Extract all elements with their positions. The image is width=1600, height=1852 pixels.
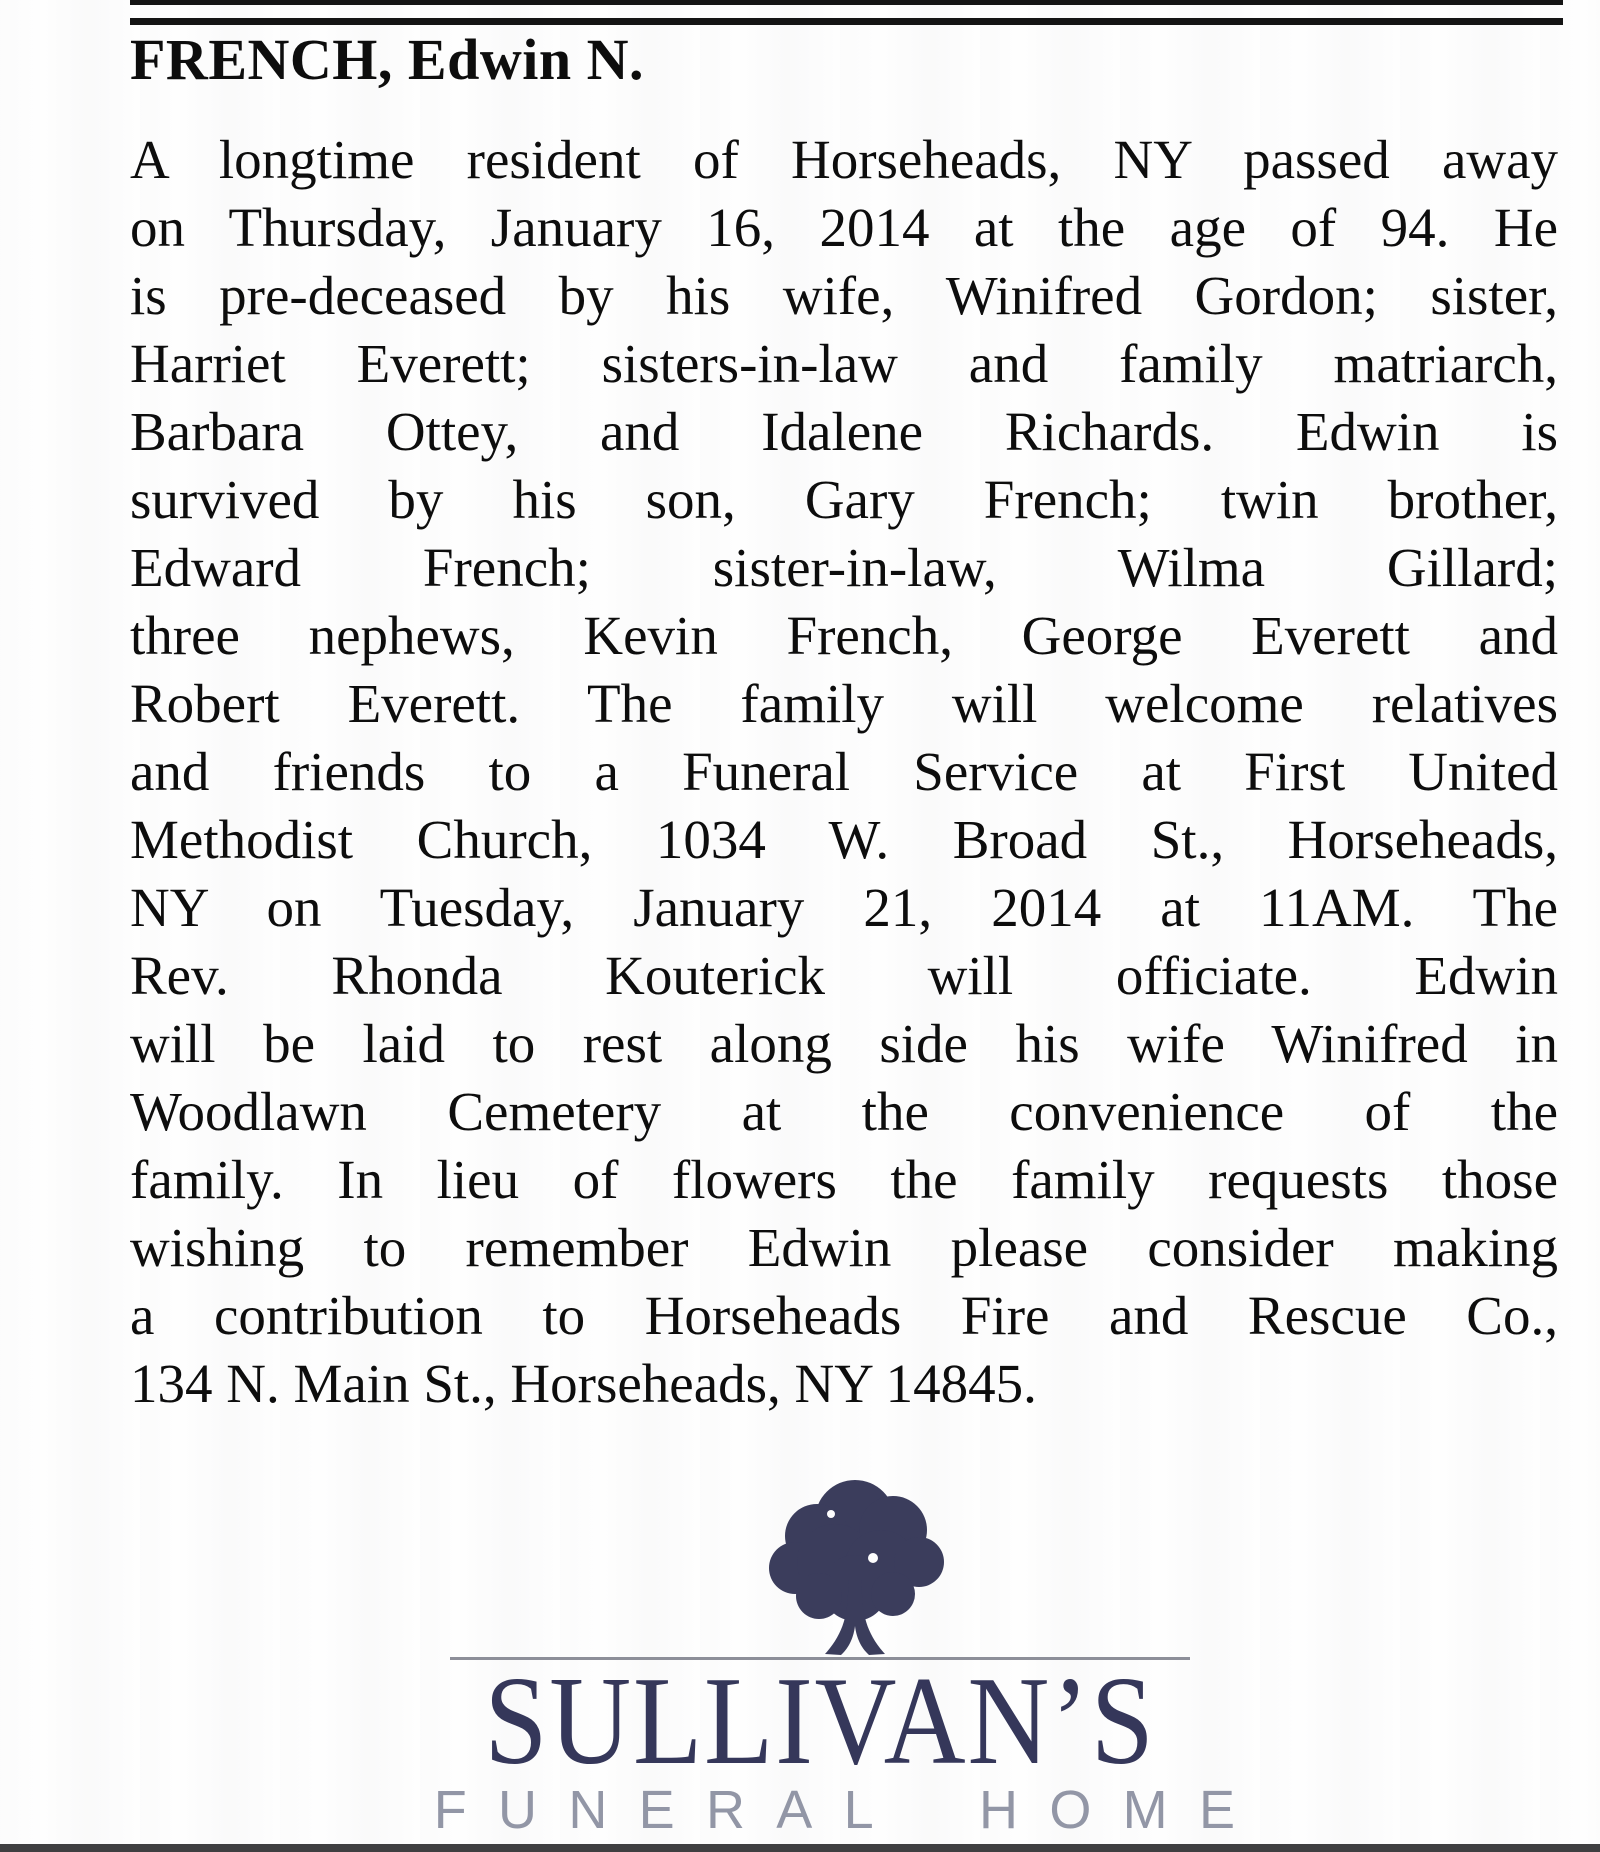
- obituary-line: family. In lieu of flowers the family requests those: [130, 1149, 1558, 1210]
- tree-icon: [735, 1462, 975, 1662]
- obituary-line: a contribution to Horseheads Fire and Rescue Co.,: [130, 1285, 1558, 1346]
- obituary-body: [130, 126, 1558, 1418]
- obituary-line: A longtime resident of Horseheads, NY passed away: [130, 129, 1558, 190]
- obituary-line: and friends to a Funeral Service at First United: [130, 741, 1558, 802]
- funeral-home-name: SULLIVAN’S: [484, 1652, 1156, 1791]
- obituary-line: wishing to remember Edwin please consider making: [130, 1217, 1558, 1278]
- bottom-edge-bar: [0, 1844, 1600, 1852]
- obituary-line: is pre-deceased by his wife, Winifred Gordon; sister,: [130, 265, 1558, 326]
- deceased-name-heading: FRENCH, Edwin N.: [130, 27, 644, 92]
- obituary-line: Harriet Everett; sisters-in-law and family matriarch,: [130, 333, 1558, 394]
- obituary-line: NY on Tuesday, January 21, 2014 at 11AM. The: [130, 877, 1558, 938]
- obituary-line: on Thursday, January 16, 2014 at the age of 94. He: [130, 197, 1558, 258]
- top-rule-thin: [130, 0, 1563, 5]
- funeral-home-logo: [50, 1455, 1590, 1852]
- obituary-line: Methodist Church, 1034 W. Broad St., Horseheads,: [130, 809, 1558, 870]
- obituary-line: Woodlawn Cemetery at the convenience of the: [130, 1081, 1558, 1142]
- obituary-line: 134 N. Main St., Horseheads, NY 14845.: [130, 1353, 1037, 1414]
- obituary-line: Edward French; sister-in-law, Wilma Gillard;: [130, 537, 1558, 598]
- top-rule-thick: [130, 18, 1563, 25]
- obituary-line: Robert Everett. The family will welcome relatives: [130, 673, 1558, 734]
- obituary-line: will be laid to rest along side his wife Winifred in: [130, 1013, 1558, 1074]
- obituary-line: Rev. Rhonda Kouterick will officiate. Edwin: [130, 945, 1558, 1006]
- obituary-line: three nephews, Kevin French, George Everett and: [130, 605, 1558, 666]
- funeral-home-subtitle: FUNERAL HOME: [433, 1780, 1267, 1840]
- obituary-line: survived by his son, Gary French; twin brother,: [130, 469, 1558, 530]
- obituary-line: Barbara Ottey, and Idalene Richards. Edwin is: [130, 401, 1558, 462]
